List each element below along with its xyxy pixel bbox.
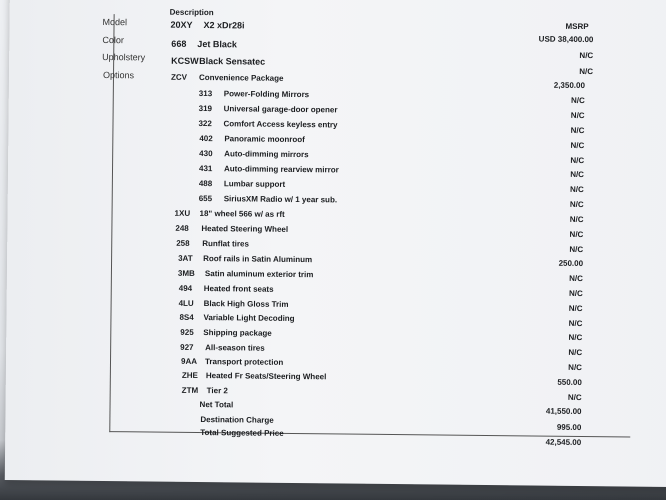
model-value: X2 xDr28i: [203, 20, 245, 31]
option-code: ZHE: [181, 370, 198, 380]
option-price: N/C: [569, 214, 584, 225]
option-code: 322: [198, 118, 212, 129]
option-price: N/C: [570, 95, 585, 106]
options-label: Options: [102, 69, 135, 81]
option-code: 494: [178, 283, 193, 293]
option-code: 927: [180, 342, 194, 352]
option-name: Auto-dimming rearview mirror: [223, 164, 339, 175]
option-price: N/C: [567, 392, 582, 403]
option-price: N/C: [569, 229, 584, 240]
option-name: Heated Steering Wheel: [201, 224, 289, 234]
option-name: SiriusXM Radio w/ 1 year sub.: [223, 194, 338, 205]
option-name: Comfort Access keyless entry: [223, 119, 338, 130]
color-price: N/C: [579, 50, 594, 61]
color-value: Jet Black: [197, 38, 237, 50]
option-price: 550.00: [557, 377, 582, 388]
option-name: Transport protection: [204, 357, 284, 367]
option-code: 258: [176, 238, 190, 248]
upholstery-value: Black Sensatec: [199, 55, 266, 67]
option-price: N/C: [570, 110, 585, 121]
net-total-value: 41,550.00: [545, 406, 582, 417]
upholstery-code: KCSW: [171, 55, 199, 66]
option-price: N/C: [570, 184, 584, 195]
total-suggested-value: 42,545.00: [545, 437, 582, 448]
option-price: N/C: [570, 125, 585, 136]
option-code: 248: [175, 223, 189, 233]
model-label: Model: [102, 16, 128, 28]
option-name: Auto-dimming mirrors: [224, 149, 309, 160]
option-code: 319: [198, 103, 213, 114]
option-price: 250.00: [558, 258, 584, 269]
option-name: Shipping package: [203, 328, 272, 338]
option-code: 3AT: [178, 253, 193, 263]
price-sheet: [5, 0, 666, 487]
destination-label: Destination Charge: [200, 415, 274, 425]
option-name: Roof rails in Satin Aluminum: [203, 254, 313, 265]
option-name: Runflat tires: [202, 239, 249, 249]
upholstery-price: N/C: [579, 66, 594, 77]
model-code: 20XY: [170, 19, 193, 30]
option-code: ZCV: [170, 72, 188, 82]
header-description: Description: [169, 7, 214, 18]
option-price: N/C: [568, 318, 583, 329]
option-name: Universal garage-door opener: [223, 104, 338, 115]
option-code: 313: [198, 88, 213, 99]
option-code: 1XU: [174, 208, 191, 218]
option-name: Black High Gloss Trim: [203, 299, 289, 309]
option-price: N/C: [568, 362, 583, 373]
option-name: Heated Fr Seats/Steering Wheel: [205, 371, 327, 382]
option-price: 2,350.00: [553, 80, 585, 91]
option-name: All-season tires: [205, 343, 265, 353]
option-price: N/C: [569, 199, 584, 210]
option-name: Satin aluminum exterior trim: [204, 269, 314, 280]
model-price: USD 38,400.00: [538, 34, 594, 45]
option-name: Lumbar support: [223, 179, 286, 189]
option-code: 430: [199, 148, 213, 159]
color-code: 668: [171, 38, 187, 49]
option-code: 3MB: [177, 268, 195, 278]
option-code: 4LU: [178, 298, 194, 308]
option-code: 402: [199, 133, 213, 144]
total-suggested-label: Total Suggested Price: [200, 428, 284, 438]
option-name: Panoramic moonroof: [224, 134, 305, 145]
option-price: N/C: [568, 288, 583, 299]
option-price: N/C: [568, 347, 583, 358]
option-price: N/C: [570, 155, 585, 166]
header-msrp: MSRP: [565, 21, 589, 32]
option-code: 925: [180, 327, 194, 337]
option-name: Heated front seats: [203, 284, 274, 294]
option-name: 18" wheel 566 w/ as rft: [199, 208, 285, 219]
option-code: 431: [198, 163, 213, 174]
option-code: 488: [198, 178, 213, 189]
option-name: Convenience Package: [198, 72, 284, 83]
option-code: 8S4: [179, 312, 194, 322]
option-code: ZTM: [181, 385, 199, 395]
option-price: N/C: [570, 140, 585, 151]
option-code: 9AA: [180, 356, 198, 366]
option-code: 655: [198, 193, 213, 204]
option-price: N/C: [570, 169, 585, 180]
destination-value: 995.00: [556, 422, 582, 433]
color-label: Color: [102, 34, 124, 46]
option-price: N/C: [568, 332, 583, 343]
option-name: Tier 2: [206, 386, 228, 396]
option-name: Variable Light Decoding: [203, 313, 295, 323]
option-name: Power-Folding Mirrors: [223, 89, 310, 100]
option-price: N/C: [569, 244, 584, 255]
option-price: N/C: [568, 303, 583, 314]
net-total-label: Net Total: [199, 400, 234, 410]
option-price: N/C: [569, 273, 583, 284]
upholstery-label: Upholstery: [102, 51, 146, 63]
